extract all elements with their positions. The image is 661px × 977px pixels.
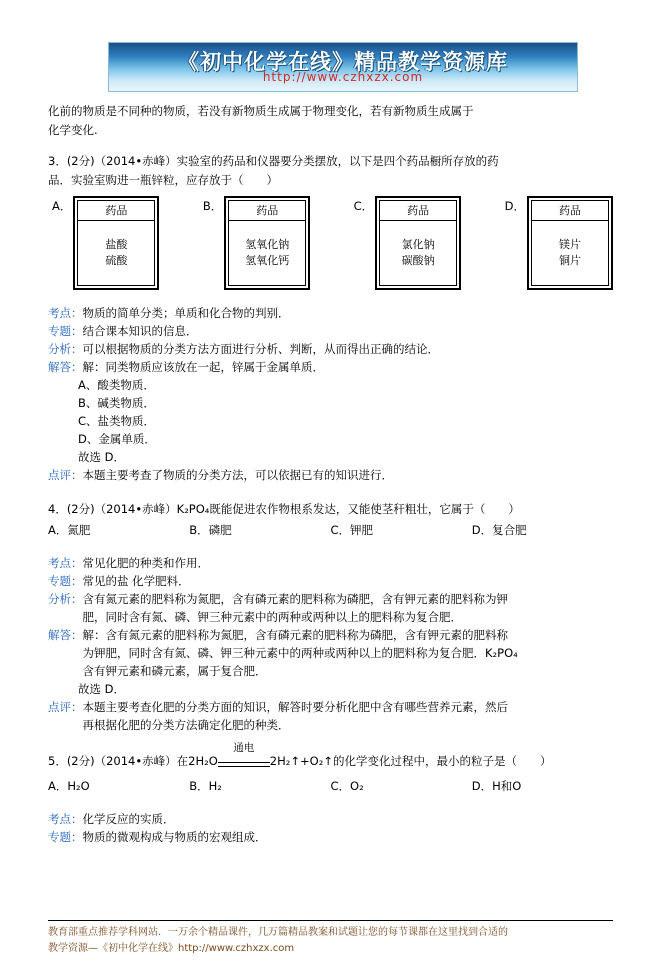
q5-zhuanti-text: 物质的微观构成与物质的宏观组成． bbox=[82, 830, 267, 844]
q4-zhuanti-text: 常见的盐 化学肥料． bbox=[82, 574, 190, 588]
cabinet-c-item-2: 碳酸钠 bbox=[401, 254, 435, 267]
q3-kaodian-row bbox=[48, 304, 613, 322]
cabinet-d-item-1: 镁片 bbox=[558, 238, 581, 251]
q3-option-b[interactable] bbox=[203, 196, 310, 290]
q5-equation-left: 2H₂O bbox=[188, 754, 218, 768]
cabinet-b-item-2: 氢氧化钙 bbox=[245, 254, 290, 267]
cabinet-d-item-2: 铜片 bbox=[558, 254, 581, 267]
q4-fenxi-line-2: 肥，同时含有氮、磷、钾三种元素中的两种或两种以上的肥料称为复合肥． bbox=[82, 610, 462, 624]
q4-jieda-label: 解答： bbox=[48, 628, 83, 642]
q5-choice-d[interactable]: D．H和O bbox=[471, 779, 522, 793]
cabinet-c-item-1: 氯化钠 bbox=[401, 238, 435, 251]
q4-dianping-line-1: 本题主要考查化肥的分类方面的知识，解答时要分析化肥中含有哪些营养元素，然后 bbox=[82, 700, 508, 714]
q4-jieda-text bbox=[83, 626, 614, 680]
q4-choices bbox=[48, 521, 613, 540]
q4-fenxi-text bbox=[83, 590, 614, 626]
cabinet-a bbox=[73, 196, 159, 290]
q3-fenxi-text: 可以根据物质的分类方法方面进行分析、判断，从而得出正确的结论． bbox=[82, 342, 439, 356]
q4-kaodian-label: 考点： bbox=[48, 556, 83, 570]
q3-option-d[interactable] bbox=[505, 196, 613, 290]
q3-option-d-letter: D． bbox=[504, 199, 525, 213]
footer-line-1: 教育部重点推荐学科网站．一万余个精品课件，几万篇精品教案和试题让您的每节课都在这里找到合适的 bbox=[48, 927, 508, 938]
q5-stem-suffix: 的化学变化过程中，最小的粒子是（ ） bbox=[332, 754, 552, 768]
q4-dianping-text bbox=[83, 698, 614, 734]
q3-sub-line-5: 故选 D． bbox=[78, 450, 126, 464]
q3-sub-line-4: D、金属单质． bbox=[78, 432, 156, 446]
q3-sub-line-1: A、酸类物质． bbox=[78, 378, 155, 392]
q3-jieda-text: 解：同类物质应该放在一起，锌属于金属单质． bbox=[82, 360, 324, 374]
document-page bbox=[0, 42, 661, 977]
q3-zhuanti-text: 结合课本知识的信息． bbox=[82, 324, 198, 338]
q3-dianping-row bbox=[48, 466, 613, 484]
q5-equation-right: 2H₂↑+O₂↑ bbox=[269, 754, 333, 768]
q3-zhuanti-row bbox=[48, 322, 613, 340]
q3-analysis bbox=[48, 304, 613, 484]
q4-kaodian-text: 常见化肥的种类和作用． bbox=[82, 556, 209, 570]
q4-choice-b[interactable]: B．磷肥 bbox=[189, 523, 232, 537]
cabinet-b-item-1: 氢氧化钠 bbox=[245, 238, 290, 251]
site-banner bbox=[108, 42, 578, 92]
q5-choices bbox=[48, 777, 613, 796]
page-footer bbox=[48, 920, 613, 957]
intro-line-2: 化学变化. bbox=[48, 123, 98, 137]
q5-kaodian-row bbox=[48, 810, 613, 828]
question-3 bbox=[48, 152, 613, 484]
q3-jieda-label: 解答： bbox=[48, 360, 83, 374]
q4-fenxi-label: 分析： bbox=[48, 592, 83, 606]
q4-choice-a[interactable]: A．氮肥 bbox=[48, 523, 91, 537]
q4-dianping-line-2: 再根据化肥的分类方法确定化肥的种类． bbox=[82, 718, 290, 732]
q3-sub-line-3: C、盐类物质． bbox=[78, 414, 156, 428]
q5-kaodian-label: 考点： bbox=[48, 812, 83, 826]
q5-choice-c[interactable]: C．O₂ bbox=[330, 779, 364, 793]
q3-option-c[interactable] bbox=[354, 196, 462, 290]
q5-stem-prefix: 5．(2分)（2014•赤峰）在 bbox=[48, 754, 189, 768]
q4-dianping-row bbox=[48, 698, 613, 734]
q3-fenxi-label: 分析： bbox=[48, 342, 83, 356]
q4-choice-c[interactable]: C．钾肥 bbox=[330, 523, 374, 537]
cabinet-a-head: 药品 bbox=[78, 201, 154, 221]
q4-sub-line-1: 故选 D． bbox=[78, 682, 126, 696]
q3-stem-line-2: 品．实验室购进一瓶锌粒，应存放于（ ） bbox=[48, 173, 278, 187]
q3-option-list bbox=[48, 196, 613, 290]
q3-option-a-letter: A． bbox=[52, 199, 72, 213]
q4-zhuanti-row bbox=[48, 572, 613, 590]
cabinet-a-item-2: 硫酸 bbox=[105, 254, 128, 267]
q5-equation-arrow bbox=[218, 741, 270, 767]
q5-analysis bbox=[48, 810, 613, 846]
q4-fenxi-line-1: 含有氮元素的肥料称为氮肥，含有磷元素的肥料称为磷肥，含有钾元素的肥料称为钾 bbox=[82, 592, 508, 606]
q4-kaodian-row bbox=[48, 554, 613, 572]
q5-zhuanti-row bbox=[48, 828, 613, 846]
q4-dianping-label: 点评： bbox=[48, 700, 83, 714]
cabinet-d-head: 药品 bbox=[532, 201, 608, 221]
q4-jieda-line-3: 含有钾元素和磷元素，属于复合肥． bbox=[82, 664, 267, 678]
q4-jieda-line-2: 为钾肥，同时含有氮、磷、钾三种元素中的两种或两种以上的肥料称为复合肥．K₂PO₄ bbox=[82, 646, 518, 660]
q5-kaodian-text: 化学反应的实质． bbox=[82, 812, 175, 826]
q5-choice-b[interactable]: B．H₂ bbox=[189, 779, 222, 793]
q5-stem bbox=[48, 741, 613, 771]
q3-fenxi-row bbox=[48, 340, 613, 358]
q3-zhuanti-label: 专题： bbox=[48, 324, 83, 338]
q3-stem-line-1: 3．(2分)（2014•赤峰）实验室的药品和仪器要分类摆放，以下是四个药品橱所存放的药 bbox=[48, 154, 499, 168]
cabinet-c-head: 药品 bbox=[380, 201, 456, 221]
cabinet-b bbox=[224, 196, 310, 290]
question-5 bbox=[48, 741, 613, 846]
q3-kaodian-label: 考点： bbox=[48, 306, 83, 320]
q4-analysis bbox=[48, 554, 613, 734]
q3-dianping-text: 本题主要考查了物质的分类方法，可以依据已有的知识进行． bbox=[82, 468, 393, 482]
q3-option-c-letter: C． bbox=[353, 199, 374, 213]
q4-choice-d[interactable]: D．复合肥 bbox=[471, 523, 527, 537]
q5-zhuanti-label: 专题： bbox=[48, 830, 83, 844]
banner-url: http://www.czhxzx.com bbox=[262, 70, 424, 84]
q3-sub-line-2: B、碱类物质． bbox=[78, 396, 155, 410]
question-4 bbox=[48, 500, 613, 734]
q3-jieda-row bbox=[48, 358, 613, 376]
q3-kaodian-text: 物质的简单分类；单质和化合物的判别． bbox=[82, 306, 290, 320]
cabinet-b-head: 药品 bbox=[229, 201, 305, 221]
q4-fenxi-row bbox=[48, 590, 613, 626]
banner-title: 《初中化学在线》精品教学资源库 bbox=[178, 49, 508, 74]
q4-stem: 4．(2分)（2014•赤峰）K₂PO₄既能促进农作物根系发达，又能使茎秆粗壮，它属于（ ） bbox=[48, 502, 520, 516]
cabinet-d bbox=[527, 196, 613, 290]
intro-paragraph bbox=[48, 102, 613, 140]
q4-jieda-row bbox=[48, 626, 613, 680]
q5-equation-condition: 通电 bbox=[233, 741, 255, 754]
q5-choice-a[interactable]: A．H₂O bbox=[48, 779, 90, 793]
q3-option-b-letter: B． bbox=[202, 199, 223, 213]
cabinet-a-item-1: 盐酸 bbox=[105, 238, 128, 251]
q4-zhuanti-label: 专题： bbox=[48, 574, 83, 588]
q3-dianping-label: 点评： bbox=[48, 468, 83, 482]
intro-line-1: 化前的物质是不同种的物质，若没有新物质生成属于物理变化，若有新物质生成属于 bbox=[48, 104, 474, 118]
footer-line-2: 教学资源—《初中化学在线》http://www.czhxzx.com bbox=[48, 943, 295, 954]
q3-option-a[interactable] bbox=[52, 196, 159, 290]
q4-jieda-line-1: 解：含有氮元素的肥料称为氮肥，含有磷元素的肥料称为磷肥，含有钾元素的肥料称 bbox=[82, 628, 508, 642]
cabinet-c bbox=[375, 196, 461, 290]
